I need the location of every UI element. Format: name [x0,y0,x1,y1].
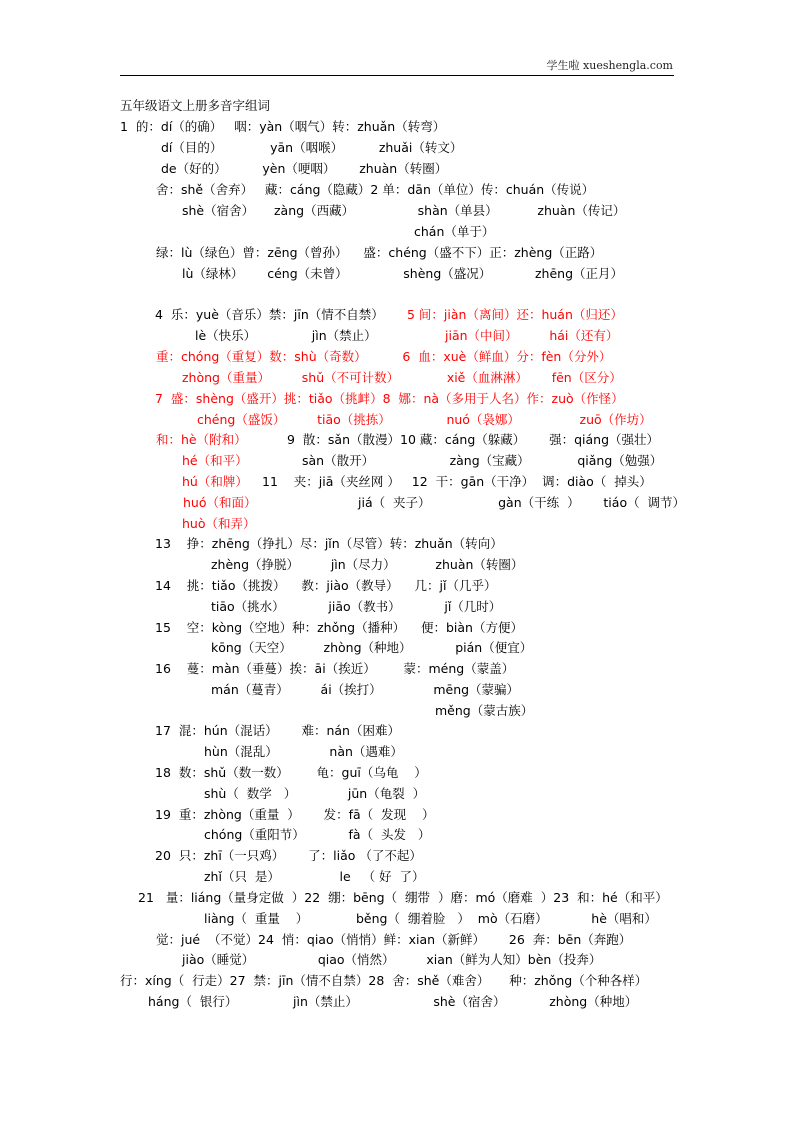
text-line: shù（ 数学 ） jūn（龟裂 ） [204,786,426,801]
site-header: 学生啦 xueshengla.com [546,59,673,72]
text-line: 18 数：shǔ（数一数） 龟：guī（乌龟 ） [155,765,427,780]
text-line: 9 散：sǎn（散漫）10 藏：cáng（躲藏） 强：qiáng（强壮） [287,432,660,447]
text-line: zhèng（挣脱） jìn（尽力） zhuàn（转圈） [211,557,524,572]
text-line: mán（蔓青） ái（挨打） mēng（蒙骗） [211,682,520,697]
text-line: 16 蔓：màn（垂蔓）挨：āi（挨近） 蒙：méng（蒙盖） [155,661,515,676]
text-line: zhǐ（只 是） le （ 好 了） [204,869,425,884]
text-line: 5 间：jiàn（离间）还：huán（归还） [407,307,623,322]
text-line: shè（宿舍） zàng（西藏） shàn（单县） zhuàn（传记） [182,203,626,218]
text-line: háng（ 银行） jìn（禁止） shè（宿舍） zhòng（种地） [148,994,638,1009]
text-line: jiào（睡觉） qiao（悄然） xian（鲜为人知）bèn（投奔） [182,952,602,967]
text-line: lù（绿林） céng（未曾） shèng（盛况） zhēng（正月） [182,266,624,281]
text-line: sàn（散开） zàng（宝藏） qiǎng（勉强） [302,453,663,468]
text-line: 舍：shě（舍弃） 藏：cáng（隐藏）2 单：dān（单位）传：chuán（传说） [156,182,595,197]
text-line: lè（快乐） jìn（禁止） [195,328,377,343]
text-line: chéng（盛饭） tiāo（挑拣） nuó（袅娜） zuō（作坊） [197,412,652,427]
text-line: chóng（重阳节） fà（ 头发 ） [204,827,431,842]
text-line: 重：chóng（重复）数：shù（奇数） 6 血：xuè（鲜血）分：fèn（分外） [156,349,612,364]
text-line: 15 空：kòng（空地）种：zhǒng（播种） 便：biàn（方便） [155,620,523,635]
text-line: 21 量：liáng（量身定做 ）22 绷：bēng（ 绷带 ）磨：mó（磨难 ）23 和：hé（和平） [138,890,668,905]
text-line: jiān（中间） hái（还有） [445,328,619,343]
text-line: dí（目的） yān（咽喉） zhuǎi（转文） [161,140,463,155]
text-line: 4 乐：yuè（音乐）禁：jīn（情不自禁） [155,307,384,322]
text-line: 20 只：zhī（一只鸡） 了：liǎo （了不起） [155,848,422,863]
text-line: 和：hè（附和） [156,432,247,447]
text-line: hú（和牌） [182,474,248,489]
text-line: 13 挣：zhēng（挣扎）尽：jǐn（尽管）转：zhuǎn（转向） [155,536,503,551]
text-line: 行：xíng（ 行走）27 禁：jīn（情不自禁）28 舍：shě（难舍） 种：zhǒng（个种各样） [120,973,648,988]
document-title: 五年级语文上册多音字组词 [120,98,271,113]
text-line: chán（单于） [414,224,495,239]
text-line: huó（和面） [183,495,257,510]
text-line: de（好的） yèn（哽咽） zhuàn（转圈） [161,161,448,176]
text-line: 1 的：dí（的确） 咽：yàn（咽气）转：zhuǎn（转弯） [120,119,446,134]
text-line: 绿：lù（绿色）曾：zēng（曾孙） 盛：chéng（盛不下）正：zhèng（正路） [156,245,603,260]
text-line: měng（蒙古族） [435,703,534,718]
text-line: jiá（ 夹子） gàn（干练 ） tiáo（ 调节） [358,495,686,510]
text-line: 11 夹：jiā（夹丝网 ） 12 干：gān（干净） 调：diào（ 掉头） [262,474,652,489]
text-line: 17 混：hún（混话） 难：nán（困难） [155,723,400,738]
text-line: liàng（ 重量 ） běng（ 绷着脸 ） mò（石磨） hè（唱和） [204,911,657,926]
text-line: 7 盛：shèng（盛开）挑：tiǎo（挑衅）8 娜：nà（多用于人名）作：zuò（作怪） [155,391,624,406]
text-line: tiāo（挑水） jiāo（教书） jǐ（几时） [211,599,502,614]
text-line: huò（和弄） [182,516,256,531]
text-line: hùn（混乱） nàn（遇难） [204,744,403,759]
text-line: zhòng（重量） shǔ（不可计数） xiě（血淋淋） fēn（区分） [182,370,622,385]
text-line: 14 挑：tiǎo（挑拨） 教：jiào（教导） 几：jǐ（几乎） [155,578,497,593]
text-line: kōng（天空） zhòng（种地） pián（便宜） [211,640,533,655]
text-line: 觉：jué （不觉）24 悄：qiao（悄悄）鲜：xian（新鲜） 26 奔：bēn（奔跑） [156,932,632,947]
text-line: 19 重：zhòng（重量 ） 发：fā（ 发现 ） [155,807,435,822]
text-line: hé（和平） [182,453,248,468]
